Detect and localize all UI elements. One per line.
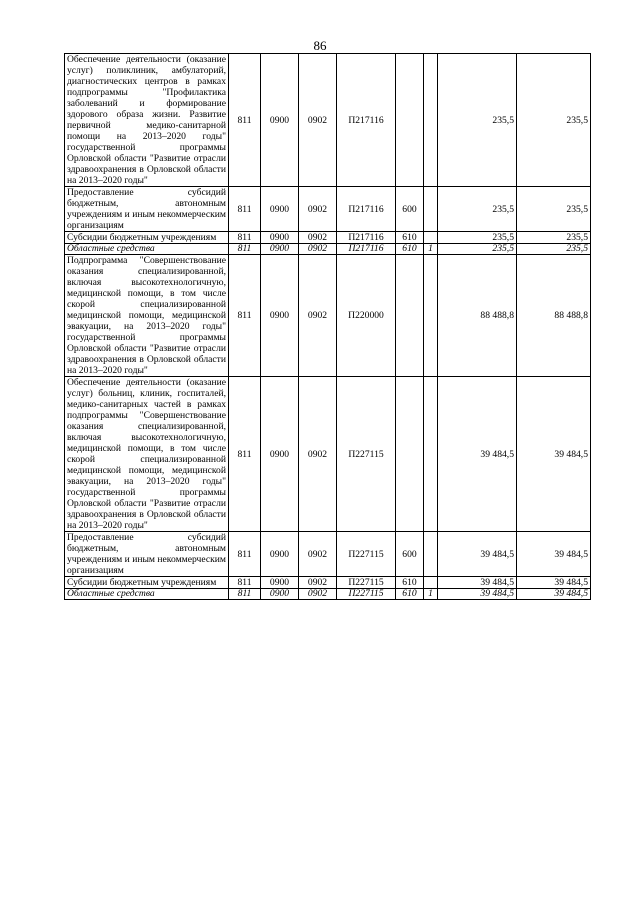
razdel-code: 0900: [261, 244, 299, 255]
budget-table: [64, 53, 591, 600]
table-row: [65, 377, 591, 532]
ved-code: 811: [229, 377, 261, 532]
table-row: [65, 187, 591, 232]
expense-type-code: 600: [396, 187, 424, 232]
ved-code: 811: [229, 244, 261, 255]
target-article-code: П217116: [337, 244, 396, 255]
table-row: [65, 244, 591, 255]
amount-1: 39 484,5: [438, 577, 517, 589]
podrazdel-code: 0902: [299, 377, 337, 532]
expense-type-code: 610: [396, 244, 424, 255]
amount-2: 235,5: [517, 187, 591, 232]
podrazdel-code: 0902: [299, 532, 337, 577]
ved-code: 811: [229, 532, 261, 577]
source-code: [424, 377, 438, 532]
expense-type-code: 600: [396, 532, 424, 577]
row-description: Субсидии бюджетным учреждениям: [65, 232, 229, 244]
amount-1: 39 484,5: [438, 589, 517, 600]
target-article-code: П220000: [337, 255, 396, 377]
ved-code: 811: [229, 187, 261, 232]
podrazdel-code: 0902: [299, 589, 337, 600]
row-description: Областные средства: [65, 589, 229, 600]
amount-2: 235,5: [517, 54, 591, 187]
razdel-code: 0900: [261, 187, 299, 232]
row-description: Предоставление субсидий бюджетным, автономным учреждениям и иным некоммерческим организациям: [65, 187, 229, 232]
amount-1: 39 484,5: [438, 377, 517, 532]
amount-2: 39 484,5: [517, 377, 591, 532]
expense-type-code: [396, 54, 424, 187]
table-row: [65, 577, 591, 589]
table-row: [65, 255, 591, 377]
ved-code: 811: [229, 54, 261, 187]
target-article-code: П217116: [337, 54, 396, 187]
row-description: Подпрограмма "Совершенствование оказания специализированной, включая высокотехнологичную, медицинской помощи, в том числе скорой специализированной медицинской помощи, медицинской эвакуации, на 2013–2020 годы" государственной программы Орловской области "Развитие отрасли здравоохранения в Орловской области на 2013–2020 годы": [65, 255, 229, 377]
amount-2: 39 484,5: [517, 532, 591, 577]
amount-2: 235,5: [517, 244, 591, 255]
source-code: [424, 255, 438, 377]
table-row: [65, 589, 591, 600]
table-row: [65, 54, 591, 187]
row-description: Обеспечение деятельности (оказание услуг) больниц, клиник, госпиталей, медико-санитарных частей в рамках подпрограммы "Совершенствование оказания специализированной, включая высокотехнологичную, медицинской помощи, в том числе скорой специализированной медицинской помощи, медицинской эвакуации, на 2013–2020 годы" государственной программы Орловской области "Развитие отрасли здравоохранения в Орловской области на 2013–2020 годы": [65, 377, 229, 532]
amount-1: 235,5: [438, 187, 517, 232]
podrazdel-code: 0902: [299, 577, 337, 589]
razdel-code: 0900: [261, 589, 299, 600]
source-code: 1: [424, 244, 438, 255]
row-description: Предоставление субсидий бюджетным, автономным учреждениям и иным некоммерческим организациям: [65, 532, 229, 577]
ved-code: 811: [229, 255, 261, 377]
row-description: Обеспечение деятельности (оказание услуг) поликлиник, амбулаторий, диагностических центров в рамках подпрограммы "Профилактика заболеваний и формирование здорового образа жизни. Развитие первичной медико-санитарной помощи на 2013–2020 годы" государственной программы Орловской области "Развитие отрасли здравоохранения в Орловской области на 2013–2020 годы": [65, 54, 229, 187]
amount-2: 39 484,5: [517, 577, 591, 589]
ved-code: 811: [229, 589, 261, 600]
source-code: 1: [424, 589, 438, 600]
target-article-code: П227115: [337, 377, 396, 532]
source-code: [424, 232, 438, 244]
amount-1: 39 484,5: [438, 532, 517, 577]
ved-code: 811: [229, 577, 261, 589]
target-article-code: П217116: [337, 232, 396, 244]
amount-1: 235,5: [438, 232, 517, 244]
page-number: 86: [313, 38, 327, 53]
podrazdel-code: 0902: [299, 232, 337, 244]
target-article-code: П227115: [337, 532, 396, 577]
source-code: [424, 577, 438, 589]
row-description: Областные средства: [65, 244, 229, 255]
expense-type-code: 610: [396, 232, 424, 244]
expense-type-code: [396, 255, 424, 377]
target-article-code: П217116: [337, 187, 396, 232]
podrazdel-code: 0902: [299, 54, 337, 187]
podrazdel-code: 0902: [299, 187, 337, 232]
razdel-code: 0900: [261, 377, 299, 532]
ved-code: 811: [229, 232, 261, 244]
razdel-code: 0900: [261, 255, 299, 377]
amount-1: 235,5: [438, 244, 517, 255]
target-article-code: П227115: [337, 577, 396, 589]
source-code: [424, 532, 438, 577]
source-code: [424, 187, 438, 232]
amount-2: 39 484,5: [517, 589, 591, 600]
row-description: Субсидии бюджетным учреждениям: [65, 577, 229, 589]
amount-1: 88 488,8: [438, 255, 517, 377]
table-row: [65, 232, 591, 244]
razdel-code: 0900: [261, 577, 299, 589]
razdel-code: 0900: [261, 532, 299, 577]
amount-2: 235,5: [517, 232, 591, 244]
target-article-code: П227115: [337, 589, 396, 600]
podrazdel-code: 0902: [299, 255, 337, 377]
table-row: [65, 532, 591, 577]
expense-type-code: [396, 377, 424, 532]
amount-1: 235,5: [438, 54, 517, 187]
expense-type-code: 610: [396, 577, 424, 589]
source-code: [424, 54, 438, 187]
podrazdel-code: 0902: [299, 244, 337, 255]
amount-2: 88 488,8: [517, 255, 591, 377]
razdel-code: 0900: [261, 54, 299, 187]
razdel-code: 0900: [261, 232, 299, 244]
expense-type-code: 610: [396, 589, 424, 600]
